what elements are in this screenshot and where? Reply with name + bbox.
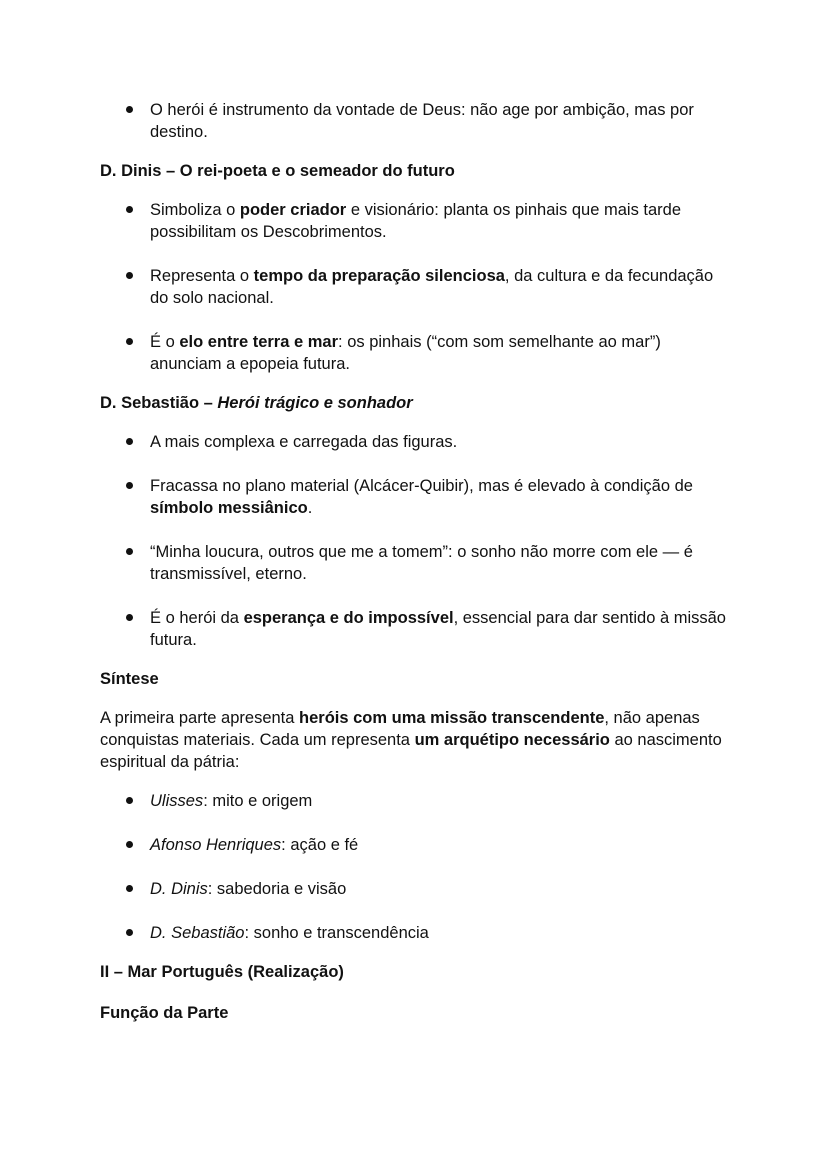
section-heading-sebastiao: D. Sebastião – Herói trágico e sonhador bbox=[100, 394, 413, 412]
bullet-icon bbox=[126, 482, 133, 489]
list-item-text: D. Sebastião: sonho e transcendência bbox=[150, 924, 429, 942]
list-item-text: Ulisses: mito e origem bbox=[150, 792, 313, 810]
list-item-text: Simboliza o poder criador e visionário: planta os pinhais que mais tarde possibilitam os Descobrimentos. bbox=[150, 201, 682, 241]
bullet-icon bbox=[126, 841, 133, 848]
section-heading-dinis: D. Dinis – O rei-poeta e o semeador do futuro bbox=[100, 162, 455, 180]
list-item-text: A mais complexa e carregada das figuras. bbox=[150, 433, 458, 451]
list-item-text: É o herói da esperança e do impossível, essencial para dar sentido à missão futura. bbox=[150, 609, 726, 649]
section-heading-part2: II – Mar Português (Realização) bbox=[100, 963, 344, 981]
bullet-icon bbox=[126, 548, 133, 555]
section-heading-sintese: Síntese bbox=[100, 670, 159, 688]
list-item-text: É o elo entre terra e mar: os pinhais (“com som semelhante ao mar”) anunciam a epopeia futura. bbox=[150, 333, 661, 373]
list-item-text: Fracassa no plano material (Alcácer-Quibir), mas é elevado à condição de símbolo messiânico. bbox=[150, 477, 693, 517]
paragraph-sintese: A primeira parte apresenta heróis com uma missão transcendente, não apenas conquistas materiais. Cada um representa um arquétipo necessário ao nascimento espiritual da pátria: bbox=[100, 709, 722, 771]
bullet-icon bbox=[126, 797, 133, 804]
bullet-icon bbox=[126, 885, 133, 892]
list-item-text: Representa o tempo da preparação silenciosa, da cultura e da fecundação do solo nacional. bbox=[150, 267, 714, 307]
subheading-funcao: Função da Parte bbox=[100, 1004, 229, 1022]
bullet-icon bbox=[126, 614, 133, 621]
bullet-icon bbox=[126, 929, 133, 936]
list-item-text: “Minha loucura, outros que me a tomem”: o sonho não morre com ele — é transmissível, eterno. bbox=[150, 543, 693, 583]
bullet-icon bbox=[126, 438, 133, 445]
bullet-icon bbox=[126, 338, 133, 345]
list-item-text: D. Dinis: sabedoria e visão bbox=[150, 880, 347, 898]
list-item-text: O herói é instrumento da vontade de Deus: não age por ambição, mas por destino. bbox=[150, 101, 694, 141]
bullet-icon bbox=[126, 106, 133, 113]
bullet-icon bbox=[126, 272, 133, 279]
list-item-text: Afonso Henriques: ação e fé bbox=[150, 836, 359, 854]
bullet-icon bbox=[126, 206, 133, 213]
